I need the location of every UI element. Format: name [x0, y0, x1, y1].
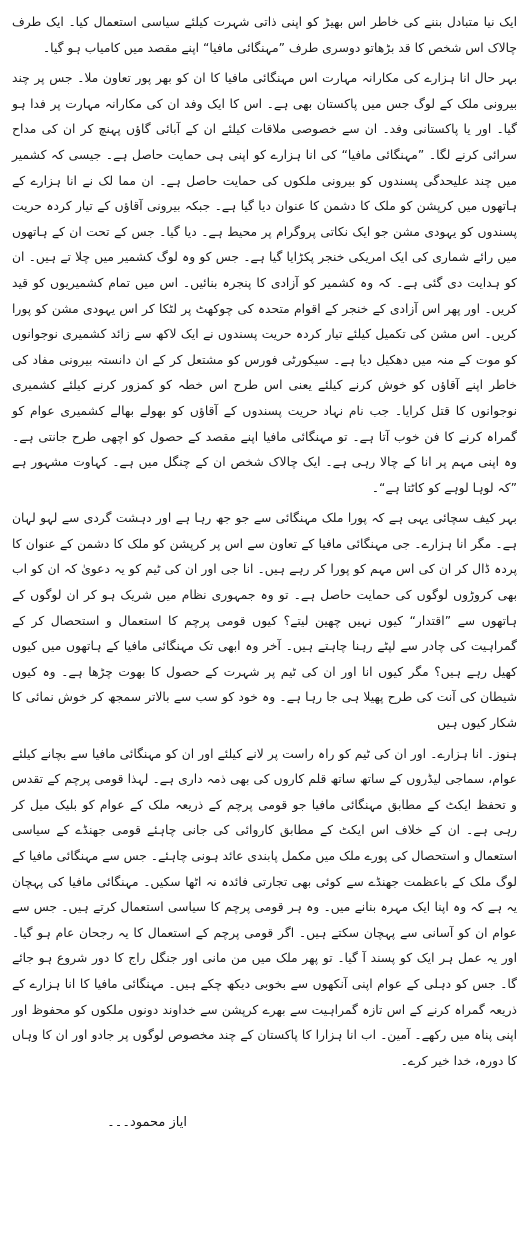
paragraph-4: ہنوز۔ انا ہزارے۔ اور ان کی ٹیم کو راہ راست پر لانے کیلئے اور ان کو مہنگائی مافیا سے بچانے کیلئے عوام، سماجی لیڈروں کے ساتھ ساتھ قلم کاروں کی بھی ذمہ داری ہے۔ لہذا قومی پرچم کے تقدس و تحفظ ایکٹ کے مطابق مہنگائی مافیا جو قومی پرچم کے ذریعہ ملک کے عوام کو بلیک میل کر رہی ہے۔ ان کے خلاف اس ایکٹ کے مطابق کاروائی کی جانی چاہئے قومی جھنڈے کے سیاسی استعمال و استحصال کی پورے ملک میں مکمل پابندی عائد ہونی چاہئے۔ جس سے مہنگائی مافیا کے لوگ ملک کے باعظمت جھنڈے سے کوئی بھی تجارتی فائدہ نہ اٹھا سکیں۔ مہنگائی مافیا کی پہچان یہ ہے کہ وہ اپنا ایک مہرہ بنانے میں۔ وہ ہر قومی پرچم کا سیاسی استعمال کرتے ہیں۔ جس سے عوام ان کو آسانی سے پہچان سکتے ہیں۔ اگر قومی پرچم کے استعمال کا یہ رجحان عام ہو گیا۔ اور یہ عمل ہر ایک کو پسند آ گیا۔ تو پھر ملک میں من مانی اور جنگل راج کا دور شروع ہو جائے گا۔ جس کو دہلی کے عوام اپنی آنکھوں سے بخوبی دیکھ چکے ہیں۔ مہنگائی مافیا کا انا ہزارے کے ذریعہ گمراہ کرنے کے اس تازہ گمراہیت سے بھرے کرپشن سے خداوند دونوں ملکوں کو محفوظ اور اپنی پناہ میں رکھے۔ آمین۔ اب انا ہزارا کا پاکستان کے چند مخصوص لوگوں پر جادو اور ان کا وہاں کا دورہ، خدا خیر کرے۔	[12, 746, 517, 1068]
author-signature: ایاز محمود۔۔۔	[107, 1115, 187, 1131]
article-body	[12, 10, 517, 1074]
paragraph-1: ایک نیا متبادل بننے کی خاطر اس بھیڑ کو اپنی ذاتی شہرت کیلئے سیاسی استعمال کیا۔ ایک طرف چالاک اس شخص کا قد بڑھاتو دوسری طرف ”مہنگائی مافیا“ اپنے مقصد میں کامیاب ہو گیا۔	[12, 15, 517, 55]
paragraph-3: بہر کیف سچائی یہی ہے کہ پورا ملک مہنگائی سے جو جھ رہا ہے اور دہشت گردی سے لہو لہان ہے۔ مگر انا ہزارے۔ جی مہنگائی مافیا کے تعاون سے اس پر کرپشن کو ملک کا دشمن کے عنوان کا پردہ ڈال کر ان کی اس مہم کو پورا کر رہے ہیں۔ انا جی اور ان کی ٹیم کو یہ دعویٰ کہ ان کو اب بھی کروڑوں لوگوں کی حمایت حاصل ہے۔ تو وہ جمہوری نظام میں شریک ہو کر ان لوگوں کے ہاتھوں سے ”اقتدار“ کیوں نہیں چھین لیتے؟ کیوں قومی پرچم کا استعمال و استحصال کر کے گمراہیت کی چادر سے لپٹے رہنا چاہتے ہیں۔ آخر وہ ابھی تک مہنگائی مافیا کے ہاتھوں میں کیوں کھیل رہے ہیں؟ مگر کیوں انا اور ان کی ٹیم پر شہرت کے حصول کا بھوت چڑھا ہے۔ وہ کیوں شیطان کی آنت کی طرح پھیلا ہی جا رہا ہے۔ وہ خود کو سب سے بالاتر سمجھ کر خوش نمائی کا شکار کیوں ہیں	[12, 511, 517, 731]
paragraph-2: بہر حال انا ہزارے کی مکارانہ مہارت اس مہنگائی مافیا کا ان کو بھر پور تعاون ملا۔ جس پر چند بیرونی ملک کے لوگ جس میں پاکستان بھی ہے۔ اس کا ایک وفد ان کی مکارانہ مہارت پر فدا ہو گیا۔ اور یا پاکستانی وفد۔ ان سے خصوصی ملاقات کیلئے ان کے آبائی گاؤں پہنچ کر ان کی مداح سرائی کرنے لگا۔ ”مہنگائی مافیا“ کی انا ہزارے کو اپنی ہی حمایت حاصل ہے۔ جیسی کہ کشمیر میں چند علیحدگی پسندوں کو بیرونی ملکوں کی حمایت حاصل ہے۔ ان مما لک نے انا ہزارے کے ہاتھوں میں کرپشن کو ملک کا دشمن کا عنوان دیا گیا ہے۔ جبکہ بیرونی آقاؤں کے تیار کردہ حریت پسندوں کو یہودی مشن جو ایک نکاتی پروگرام پر محیط ہے۔ دیا گیا۔ جس کے تحت ان کے ہاتھوں میں رائے شماری کی ایک امریکی خنجر پکڑایا گیا ہے۔ جس کو وہ لوگ کشمیر میں چلا تے ہیں۔ ان کو ہدایت دی گئی ہے۔ کہ وہ کشمیر کو آزادی کا پنجرہ بنائیں۔ اس میں تمام کشمیریوں کو قید کریں۔ اور پھر اس آزادی کے خنجر کے اقوام متحدہ کی چوکھٹ پر لٹکا کر اس یہودی مشن کو پورا کریں۔ اس مشن کی تکمیل کیلئے تیار کردہ حریت پسندوں نے ایک لاکھ سے زائد کشمیری نوجوانوں کو موت کے منہ میں دھکیل دیا ہے۔ سیکورٹی فورس کو مشتعل کر کے ان دانستہ بیرونی مفاد کی خاطر اپنے آقاؤں کو خوش کرنے کیلئے یعنی اس طرح اس خطہ کو کمزور کرنے کیلئے کشمیری نوجوانوں کا قتل کرایا۔ جب نام نہاد حریت پسندوں کے آقاؤں کو بھولے بھالے کشمیری عوام کو گمراہ کرنے کا فن خوب آتا ہے۔ تو مہنگائی مافیا اپنے مقصد کے حصول کو اچھی طرح جانتی ہے۔ وہ اپنی مہم پر انا کے چالا رہی ہے۔ ایک چالاک شخص ان کے چنگل میں ہے۔ کہاوت مشہور ہے ”کہ لوہا لوہے کو کاٹتا ہے“۔	[12, 71, 517, 495]
